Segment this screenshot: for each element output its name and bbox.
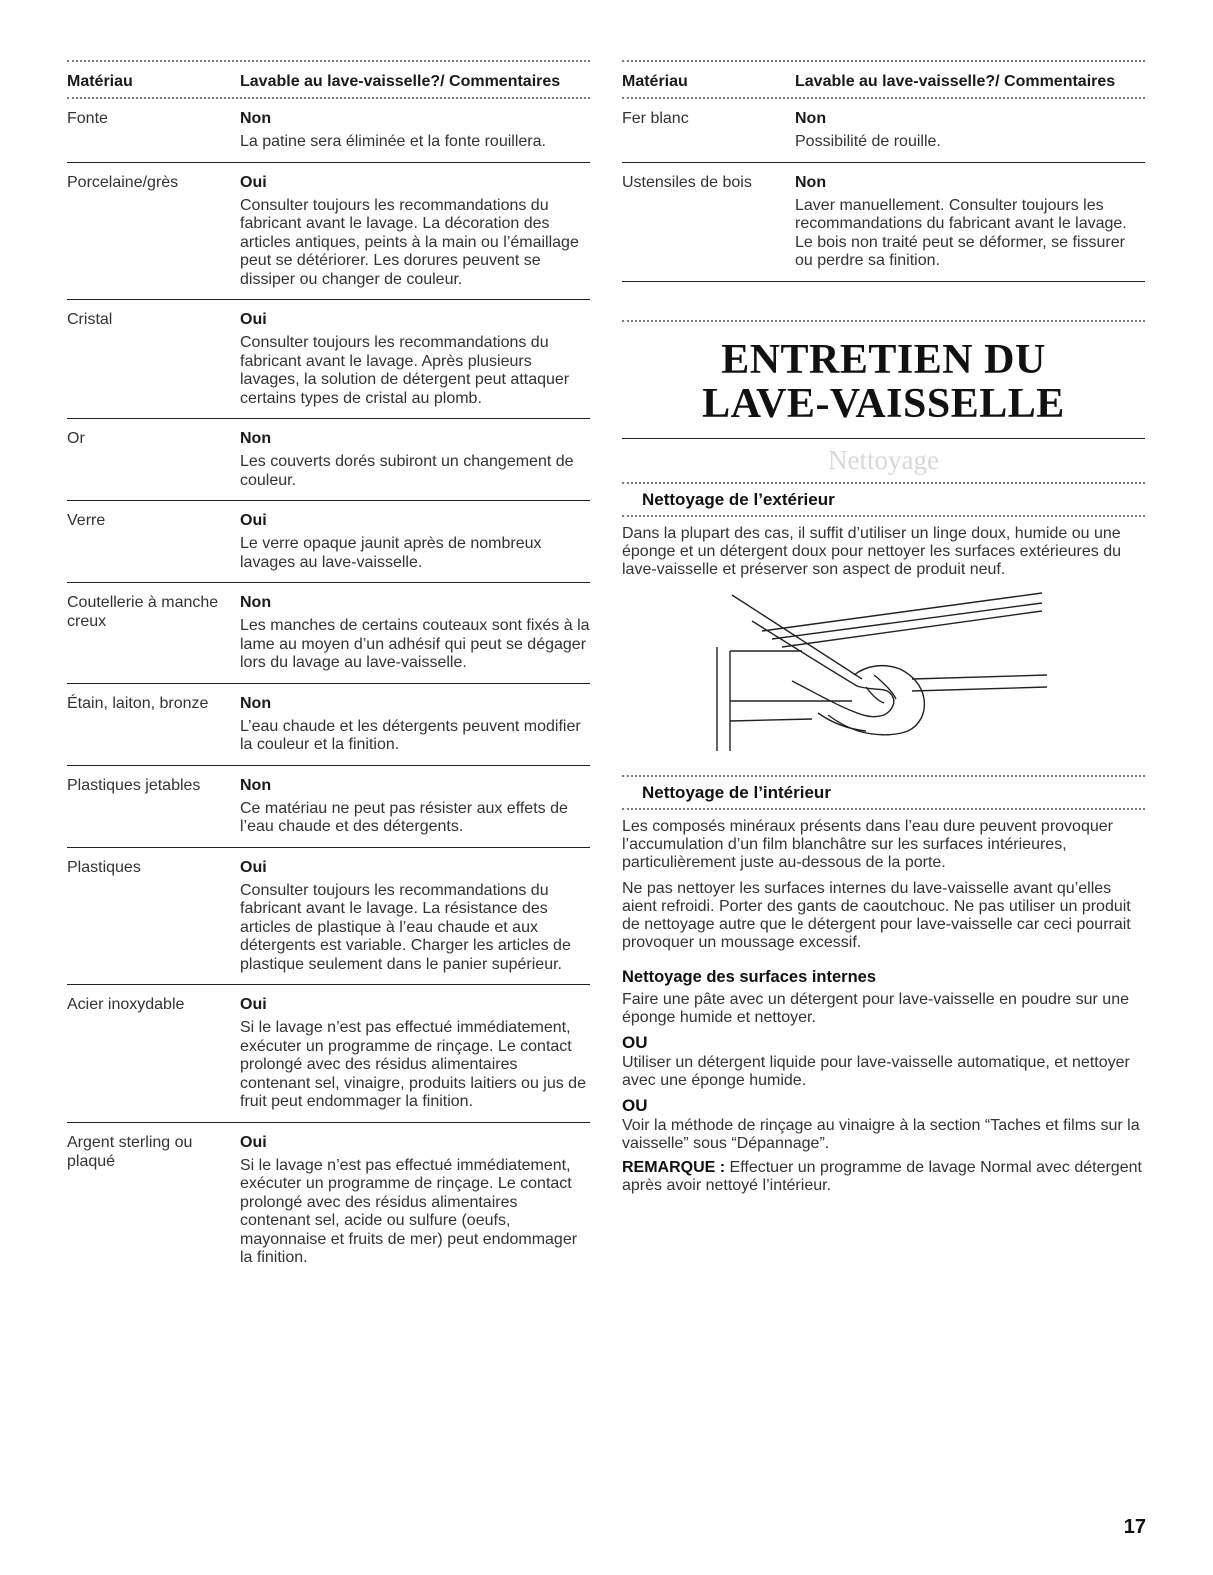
exterior-heading: Nettoyage de l’extérieur [642, 489, 835, 509]
hand-wiping-illustration [622, 591, 1145, 767]
material-table [67, 99, 590, 1278]
dishwasher-safe-verdict: Non [240, 430, 272, 447]
table-row [67, 99, 590, 163]
comment: Laver manuellement. Consulter toujours les recommandations du fabricant avant le lavage. Le bois non traité peut se déformer, se fissurer ou perdre sa finition. [795, 196, 1127, 269]
material-info [240, 109, 590, 152]
material-name: Cristal [67, 311, 113, 328]
material-name: Argent sterling ou plaqué [67, 1133, 193, 1170]
header-material: Matériau [67, 73, 133, 90]
material-name: Acier inoxydable [67, 996, 185, 1013]
interior-text-2: Ne pas nettoyer les surfaces internes du lave-vaisselle avant qu’elles aient refroidi. Porter des gants de caoutchouc. Ne pas utiliser un produit de nettoyage autre que le détergent pour lave-vaisselle car ceci pourrait provoquer un moussage excessif. [622, 879, 1131, 951]
note-text: Effectuer un programme de lavage Normal avec détergent après avoir nettoyé l’intérieur. [622, 1158, 1142, 1194]
header-dishwasher-safe: Lavable au lave-vaisselle?/ Commentaires [240, 73, 561, 90]
material-info [240, 1133, 590, 1268]
table-row [67, 583, 590, 684]
table-row [622, 163, 1145, 282]
table-header [67, 62, 590, 97]
header-dishwasher-safe: Lavable au lave-vaisselle?/ Commentaires [795, 73, 1116, 90]
or-separator-2: OU [622, 1095, 648, 1115]
dishwasher-safe-verdict: Non [240, 594, 272, 611]
material-name: Verre [67, 512, 106, 529]
subhead-rule [622, 515, 1145, 517]
comment: Si le lavage n’est pas effectué immédiatement, exécuter un programme de rinçage. Le contact prolongé avec des résidus alimentaires contenant sel, vinaigre, produits laitiers ou jus de fruit peut endommager la finition. [240, 1019, 586, 1110]
dishwasher-safe-verdict: Non [795, 110, 827, 127]
subhead-rule [622, 808, 1145, 810]
comment: Consulter toujours les recommandations du fabricant avant le lavage. Après plusieurs lavages, la solution de détergent peut attaquer certains types de cristal au plomb. [240, 334, 570, 407]
note [622, 1159, 1145, 1195]
title-line-1: ENTRETIEN DU [721, 336, 1046, 383]
header-material: Matériau [622, 73, 688, 90]
material-name: Étain, laiton, bronze [67, 694, 209, 712]
comment: Si le lavage n’est pas effectué immédiatement, exécuter un programme de rinçage. Le contact prolongé avec des résidus alimentaires contenant sel, acide ou sulfure (oeufs, mayonnaise et fruits de mer) peut endommager la finition. [240, 1156, 578, 1266]
internal-text-1: Faire une pâte avec un détergent pour lave-vaisselle en poudre sur une éponge humide et nettoyer. [622, 990, 1129, 1026]
material-name: Or [67, 430, 85, 447]
comment: Les manches de certains couteaux sont fixés à la lame au moyen d’un adhésif qui peut se dégager lors du lavage au lave-vaisselle. [240, 617, 590, 671]
material-table [622, 99, 1145, 282]
table-row [67, 684, 590, 766]
dishwasher-safe-verdict: Oui [240, 311, 267, 328]
dishwasher-safe-verdict: Non [240, 776, 272, 794]
material-info [240, 694, 590, 755]
dishwasher-safe-verdict: Oui [240, 1133, 267, 1151]
material-info [240, 776, 590, 837]
material-name: Ustensiles de bois [622, 173, 752, 191]
dishwasher-safe-verdict: Oui [240, 173, 267, 191]
table-row [67, 985, 590, 1123]
material-info [240, 593, 590, 673]
material-info [240, 310, 590, 408]
material-name: Fonte [67, 110, 108, 127]
internal-surfaces-heading: Nettoyage des surfaces internes [622, 967, 877, 986]
page-number: 17 [1123, 1516, 1146, 1538]
exterior-text: Dans la plupart des cas, il suffit d’utiliser un linge doux, humide ou une éponge et un détergent doux pour nettoyer les surfaces extérieures du lave-vaisselle et préserver son aspect de produit neuf. [622, 524, 1121, 578]
table-row [67, 766, 590, 848]
table-row [67, 419, 590, 501]
note-label: REMARQUE : [622, 1158, 726, 1176]
table-row [67, 163, 590, 301]
table-row [67, 501, 590, 583]
material-name: Porcelaine/grès [67, 173, 179, 191]
material-name: Plastiques [67, 858, 141, 876]
comment: Consulter toujours les recommandations du fabricant avant le lavage. La résistance des articles de plastique à l’eau chaude et aux détergents est variable. Charger les articles de plastique seulement dans le panier supérieur. [240, 881, 571, 973]
interior-heading: Nettoyage de l’intérieur [642, 782, 831, 802]
dishwasher-safe-verdict: Oui [240, 996, 267, 1013]
material-info [240, 511, 590, 572]
comment: Consulter toujours les recommandations du fabricant avant le lavage. La décoration des articles antiques, peints à la main ou l’émaillage peut se détériorer. Les dorures peuvent se dissiper ou changer de couleur. [240, 196, 579, 288]
or-separator-1: OU [622, 1032, 648, 1052]
dishwasher-safe-verdict: Oui [240, 512, 267, 529]
right-column [622, 60, 1145, 1195]
dishwasher-safe-verdict: Oui [240, 858, 267, 876]
material-name: Coutellerie à manche creux [67, 594, 219, 630]
material-info [240, 858, 590, 975]
comment: La patine sera éliminée et la fonte rouillera. [240, 133, 546, 150]
material-info [240, 429, 590, 490]
comment: L’eau chaude et les détergents peuvent modifier la couleur et la finition. [240, 717, 581, 753]
comment: Les couverts dorés subiront un changement de couleur. [240, 453, 574, 489]
comment: Ce matériau ne peut pas résister aux effets de l’eau chaude et des détergents. [240, 799, 568, 835]
dishwasher-safe-verdict: Non [240, 110, 272, 127]
internal-text-2: Utiliser un détergent liquide pour lave-vaisselle automatique, et nettoyer avec une éponge humide. [622, 1053, 1130, 1089]
comment: Possibilité de rouille. [795, 133, 941, 150]
material-info [795, 173, 1145, 271]
interior-text-1: Les composés minéraux présents dans l’eau dure peuvent provoquer l’accumulation d’un film blanchâtre sur les surfaces intérieures, particulièrement juste au-dessous de la porte. [622, 817, 1113, 871]
material-info [240, 995, 590, 1112]
comment: Le verre opaque jaunit après de nombreux lavages au lave-vaisselle. [240, 535, 542, 571]
material-info [240, 173, 590, 290]
table-row [67, 300, 590, 419]
left-column [67, 60, 590, 1278]
material-name: Fer blanc [622, 110, 689, 127]
section-heading: Nettoyage [828, 444, 939, 475]
material-name: Plastiques jetables [67, 776, 201, 794]
dishwasher-safe-verdict: Non [240, 694, 272, 712]
table-row [67, 848, 590, 986]
table-header [622, 62, 1145, 97]
material-info [795, 109, 1145, 152]
dishwasher-safe-verdict: Non [795, 173, 827, 191]
table-row [67, 1123, 590, 1278]
cleaning-illustration [622, 591, 1145, 767]
internal-text-3: Voir la méthode de rinçage au vinaigre à la section “Taches et films sur la vaisselle” sous “Dépannage”. [622, 1116, 1140, 1152]
page-title [622, 322, 1145, 439]
title-line-2: LAVE-VAISSELLE [702, 380, 1065, 427]
table-row [622, 99, 1145, 163]
